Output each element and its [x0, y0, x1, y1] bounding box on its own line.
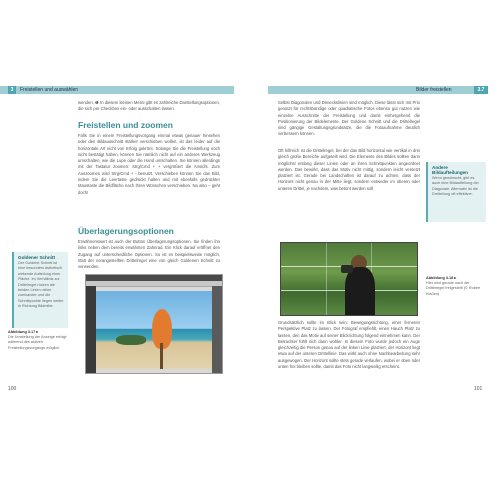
left-page — [0, 86, 234, 392]
sidebox-title: Goldener Schnitt — [18, 255, 56, 260]
photoshop-screenshot — [85, 274, 223, 374]
page-number-left: 100 — [8, 386, 17, 392]
chapter-ref: 3.7 — [474, 86, 488, 94]
paragraph-drittelregel: Oft hilfreich ist die Drittelregel, bei der das Bild horizontal wie vertikal in drei gleich große Bereiche aufgeteilt wird. Die Elemente des Bildes sollten dann möglichst entlang dieser Linien oder an ihren Schnittpunkten angeordnet werden. Das bewirkt, dass das Motiv nicht mittig, sondern leicht versetzt platziert ist. Gerade bei Landschaften ist darauf zu achten, dass der Horizont nicht genau in der Mitte liegt, sondern entweder im oberen oder unteren Drittel, je nachdem, was betont werden soll. — [278, 148, 420, 191]
camera-woman-photo — [280, 242, 418, 316]
paragraph-bottom: Grundsätzlich sollte im Blick sein: Bewegungsrichtung, einer ferneren Perspektive Platz zu lassen. Der Fotograf empfiehlt, einen Hauch Platz zu lassen, den das Motiv auf seiner Blickrichtung folgend einnehmen kann. Der Betrachter fühlt sich dann wohler. In diesem Foto wurde jedoch ein Auge gleichzeitig die Person genau auf der linken Linie platziert, der Horizont liegt etwa auf der unteren Drittellinie. Das wirkt auch ohne Nachbearbeitung sehr ausgewogen. Der Horizont sollte stets gerade verlaufen, wobei er oben oder unten frei bleiben sollte, damit das Foto nicht langweilig erscheint. — [278, 320, 420, 370]
heading-freistellen-zoomen: Freistellen und zoomen — [78, 120, 173, 130]
chapter-title: Freistellen und auswählen — [20, 87, 79, 93]
beach-photo — [96, 291, 212, 369]
bildaufteilungen-box — [426, 162, 486, 222]
caption-text-right: Hier wird gerade nach der Drittelregel freigestellt (© Robert Klaßen) — [426, 281, 481, 296]
right-page — [268, 86, 500, 392]
sidebox-text-right: Wenn gewünscht, gibt es auch eine Bildaufteilung der Diagonale. Alternativ ist die Dreiteilung oft effektiver. — [432, 176, 479, 197]
chapter-number: 3 — [8, 86, 16, 94]
sidebox-text: Der Goldene Schnitt ist eine besonders ästhetisch wirkende Aufteilung einer Fläche. Im Verhältnis zur Drittelregel rücken die beiden Linien näher zueinander und die Schnittpunkte liegen weiter in Richtung Bildmitte. — [18, 261, 64, 309]
figure-caption-3-17 — [8, 330, 68, 351]
caption-title-right: Abbildung 3.18 ▸ — [426, 276, 457, 280]
paragraph-top: Selbst Diagonalen und Dreieckslinien sind möglich. Diese lässt sich mit Prio genutzt für rechtsbündige oder quadratische Fotos ebenso gut nutzen wie einzelne Ausschnitte der Freistellung und damit einhergehend die Positionierung der Bildelemente. Der Goldene Schnitt und die Drittelregel sind gängige Gestaltungsgrundsätze, die die Fotoaufnahme deutlich verbessern können. — [278, 100, 420, 137]
chapter-bar-right — [268, 86, 488, 94]
paragraph-zoom: Falls Sie in einem Freistellungsvorgang einmal etwas genauer hinsehen oder den Bildausschnitt stärker verschieben wollen, ist das leider auf die horizontale Art nicht von Erfolg gekrönt. Solange Sie die Freistellung noch nicht bestätigt haben, können Sie nämlich nicht auf ein anderes Werkzeug umschalten, wie die Lupe oder die Hand umschalten. Sie können allerdings mit der Tastatur zoomen: Strg/Cmd + + vergrößert die Ansicht. Zum Auszoomen wird Strg/Cmd + - benutzt. Verschieben können Sie das Bild, indem Sie die Leertaste gedrückt halten und mit ebenfalls gedrückter Maustaste die Bildfläche nach Ihren Wünschen verschieben. Na also – geht doch! — [78, 133, 220, 195]
heading-ueberlagerungsoptionen: Überlagerungsoptionen — [78, 226, 174, 236]
caption-title: Abbildung 3.17 ▸ — [8, 330, 39, 334]
page-number-right: 101 — [474, 386, 483, 392]
paragraph-overlay: Erwähnenswert ist auch der Button Überlagerungsoptionen. Sie finden ihn links neben dem bereits erwähnten Zahnrad. Ein Klick darauf eröffnet den Zugang auf unterschiedliche Optionen. So ist es beispielsweise möglich, statt der vorangestellten Drittelregel eine von gleich Goldenen Schnitt zu verwenden. — [78, 239, 220, 270]
intro-paragraph: wenden. ❶ In diesem kleinen Menü gibt es zahlreiche Darstellungsoptionen, die sich per Checkbox ein- oder ausschalten lassen. — [78, 100, 220, 112]
sidebox-title-right: Andere Bildaufteilungen — [432, 165, 468, 175]
goldener-schnitt-box — [12, 252, 68, 328]
figure-caption-3-18 — [426, 276, 488, 297]
caption-text: Die Umstellung der Anzeige erfolgt während des aktiven Freistellungsvorgangs möglich. — [8, 335, 67, 350]
section-title: Bilder freistellen — [416, 87, 452, 93]
